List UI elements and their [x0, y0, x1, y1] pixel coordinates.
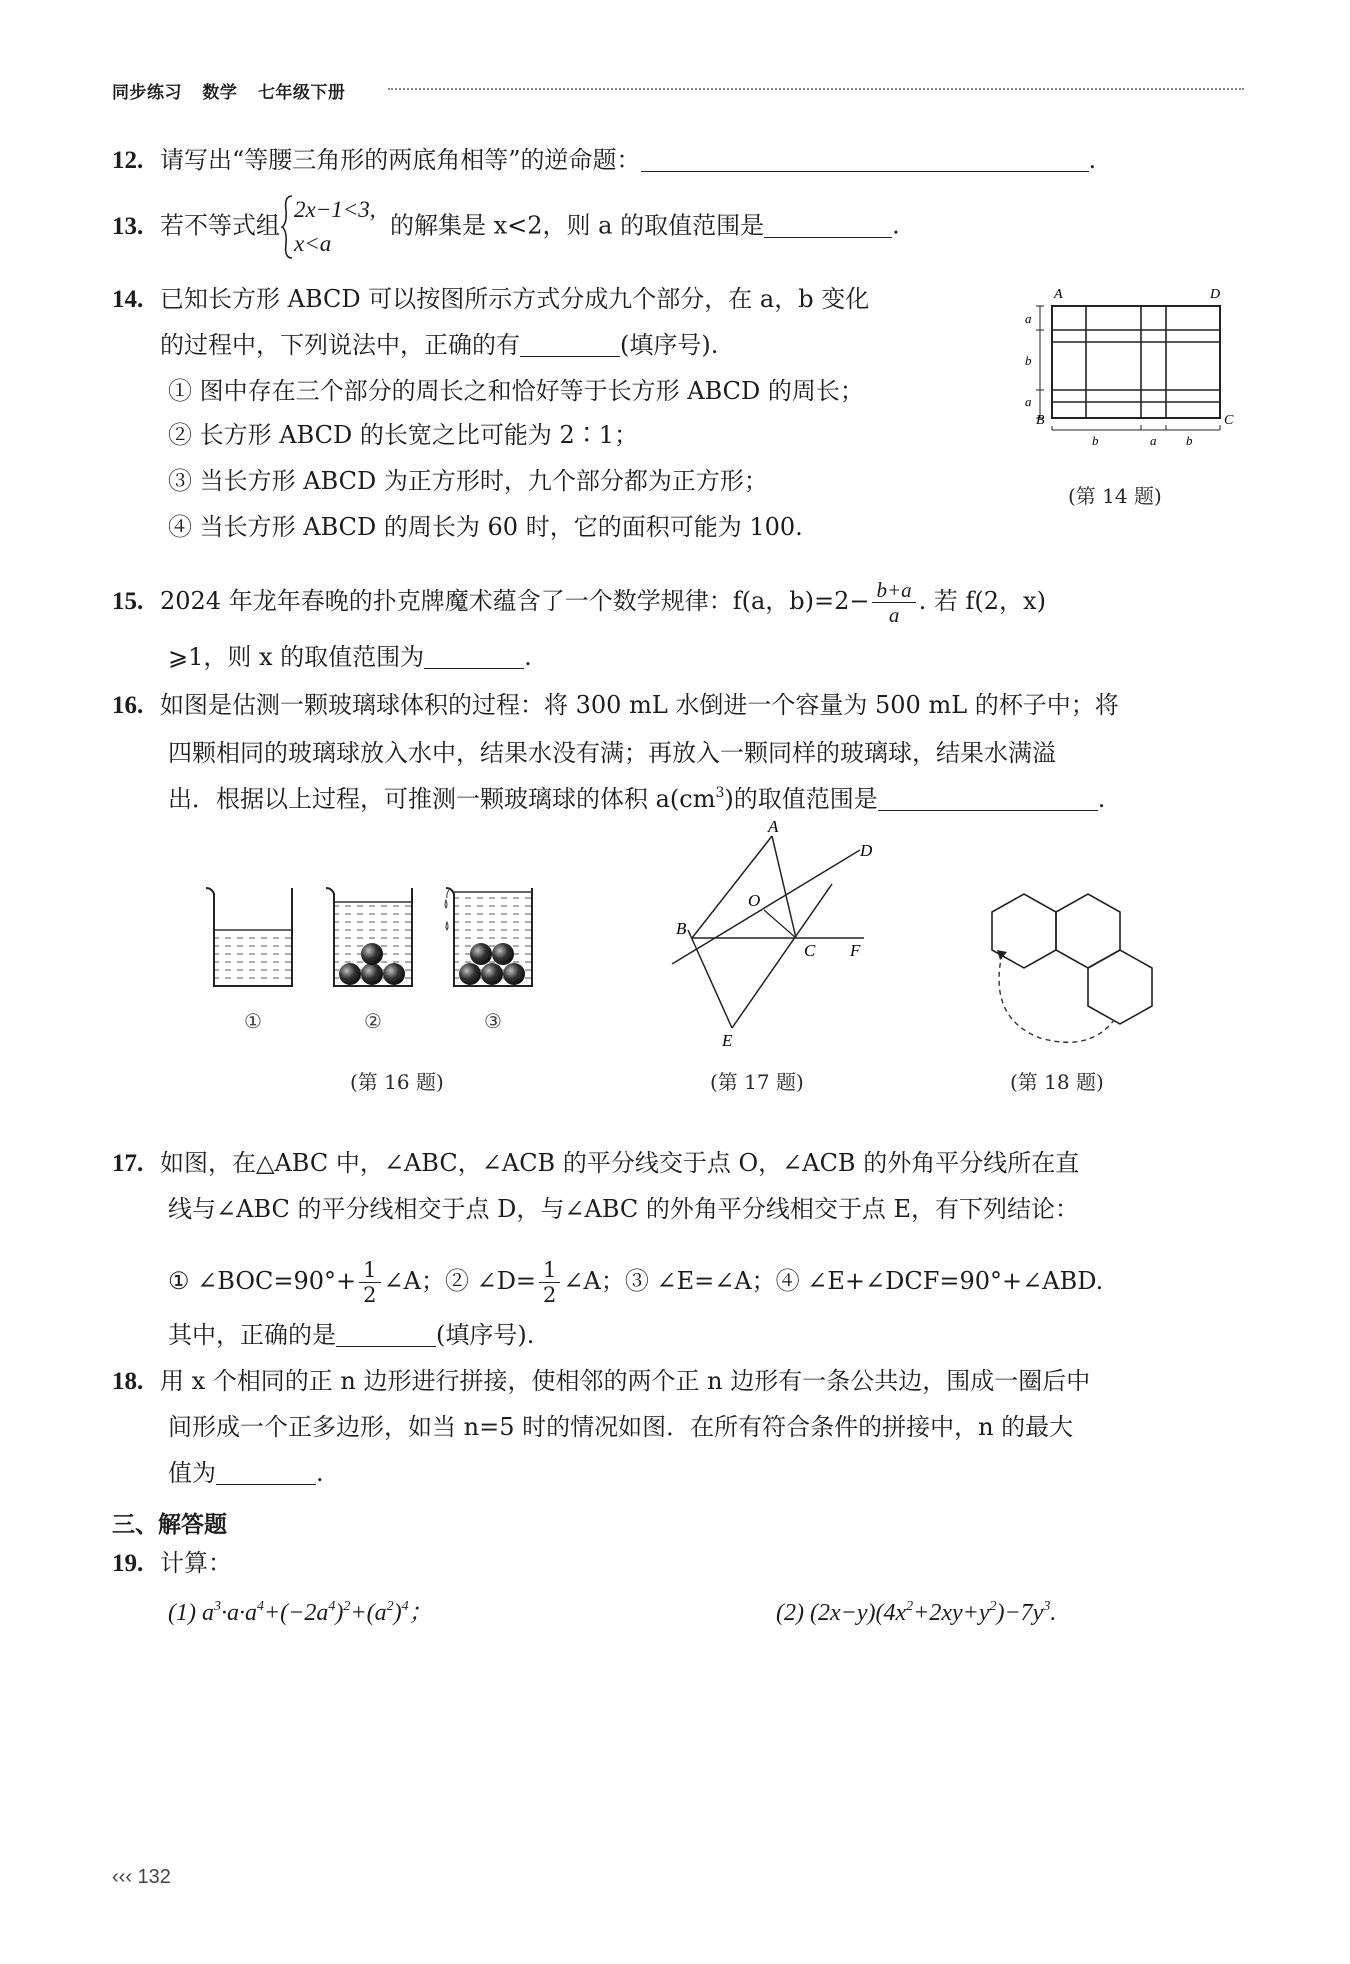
beaker-1	[206, 888, 292, 986]
figure-18	[980, 888, 1160, 1068]
expr: .	[1050, 1600, 1057, 1626]
question-19-part-1	[168, 1596, 433, 1630]
question-text: 计算：	[160, 1549, 232, 1577]
beaker-label-3: ③	[484, 1009, 502, 1033]
question-18-line-2: 间形成一个正多边形，如当 n=5 时的情况如图．在所有符合条件的拼接中，n 的最大	[168, 1413, 1074, 1441]
inequality-2: x<a	[294, 231, 332, 256]
label-C: C	[804, 941, 816, 960]
fraction	[872, 578, 915, 627]
question-19-part-2	[776, 1596, 1056, 1630]
period: .	[892, 211, 900, 240]
question-number: 12.	[112, 147, 144, 174]
period: .	[1088, 146, 1097, 174]
expr: )−7y	[996, 1600, 1044, 1626]
fraction-denominator: 2	[543, 1283, 557, 1307]
header-book: 同步练习	[112, 83, 182, 103]
question-18-line-1	[112, 1364, 1090, 1399]
question-number: 18.	[112, 1368, 144, 1395]
answer-blank[interactable]	[878, 784, 1098, 811]
label-C: C	[1224, 413, 1234, 428]
label-a-left-top: a	[1025, 311, 1032, 326]
figure-14-caption: (第 14 题)	[1068, 484, 1162, 508]
question-14-line-2	[160, 328, 718, 362]
question-text-2: 的解集是 x<2，则 a 的取值范围是	[390, 211, 765, 240]
page-arrows: ‹‹‹	[112, 1866, 132, 1888]
fraction-half	[539, 1258, 560, 1307]
question-number: 17.	[112, 1150, 144, 1177]
label-A: A	[1054, 287, 1063, 302]
question-number: 16.	[112, 692, 144, 719]
question-17-line-2: 线与∠ABC 的平分线相交于点 D，与∠ABC 的外角平分线相交于点 E，有下列结论：	[168, 1195, 1080, 1223]
answer-blank[interactable]	[424, 642, 524, 669]
question-13	[112, 194, 900, 260]
label-O: O	[748, 891, 761, 910]
figure-17	[660, 817, 890, 1052]
exponent: 2	[906, 1599, 914, 1614]
question-16-line-2: 四颗相同的玻璃球放入水中，结果水没有满；再放入一颗同样的玻璃球，结果水满溢	[168, 739, 1056, 767]
figure-16-caption: (第 16 题)	[350, 1070, 444, 1094]
question-15-line-2	[168, 640, 532, 674]
question-number: 15.	[112, 588, 144, 615]
fraction-numerator: 1	[359, 1258, 380, 1283]
figure-18-caption: (第 18 题)	[1010, 1070, 1104, 1094]
question-text: (填序号).	[436, 1321, 535, 1349]
figure-17-caption: (第 17 题)	[710, 1070, 804, 1094]
page-number: 132	[137, 1866, 171, 1888]
question-17-conclusions	[168, 1258, 1103, 1307]
question-text: 如图是估测一颗玻璃球体积的过程：将 300 mL 水倒进一个容量为 500 mL 的杯子中；将	[160, 691, 1119, 719]
question-text: (填序号).	[620, 331, 719, 359]
section-heading: 三、解答题	[112, 1512, 227, 1538]
exponent: 3	[213, 1599, 221, 1614]
exponent: 4	[401, 1599, 409, 1614]
label-A: A	[768, 817, 779, 836]
expr: (2) (2x−y)(4x	[776, 1600, 907, 1626]
question-19	[112, 1546, 232, 1581]
exponent: 4	[256, 1599, 264, 1614]
fraction-numerator: 1	[539, 1258, 560, 1283]
question-text: 请写出“等腰三角形的两底角相等”的逆命题：	[160, 146, 641, 174]
rectangle-grid-diagram	[1010, 280, 1250, 448]
conclusion-text: ∠A；③ ∠E=∠A；④ ∠E+∠DCF=90°+∠ABD.	[563, 1267, 1104, 1295]
pentagon-ring-diagram	[980, 888, 1160, 1068]
beaker-label-1: ①	[244, 1009, 262, 1033]
expr: )	[335, 1600, 344, 1626]
inequality-1: 2x−1<3,	[294, 197, 376, 222]
label-B: B	[676, 919, 687, 938]
expr: (1) a	[168, 1600, 214, 1626]
exponent: 3	[1043, 1599, 1051, 1614]
question-text: . 若 f(2，x)	[918, 587, 1046, 615]
question-number: 13.	[112, 212, 144, 240]
triangle-angle-bisector-diagram	[660, 817, 890, 1052]
header-grade: 七年级下册	[257, 83, 346, 103]
question-number: 19.	[112, 1550, 144, 1577]
question-number: 14.	[112, 286, 144, 313]
question-14-line-1	[112, 282, 869, 317]
fraction-denominator: a	[888, 603, 900, 627]
conclusion-text: ∠A；② ∠D=	[383, 1267, 537, 1295]
question-12	[112, 143, 1096, 178]
running-header	[112, 78, 359, 103]
header-subject: 数学	[202, 83, 238, 103]
question-text: 用 x 个相同的正 n 边形进行拼接，使相邻的两个正 n 边形有一条公共边，围成一圈后中	[160, 1367, 1091, 1395]
question-16-line-3	[168, 782, 1105, 816]
label-D: D	[860, 841, 873, 860]
page-footer	[112, 1866, 171, 1889]
question-text: 其中，正确的是	[168, 1321, 336, 1349]
exponent: 2	[989, 1599, 997, 1614]
expr: +2xy+y	[913, 1600, 990, 1626]
answer-blank[interactable]	[336, 1320, 436, 1347]
label-E: E	[722, 1031, 733, 1050]
beakers-diagram	[200, 870, 560, 1033]
question-text: 已知长方形 ABCD 可以按图所示方式分成九个部分，在 a，b 变化	[160, 285, 870, 313]
figure-14	[1010, 280, 1250, 448]
label-b-bottom-right: b	[1186, 433, 1193, 448]
question-text: 出．根据以上过程，可推测一颗玻璃球的体积 a(cm	[168, 785, 716, 813]
header-rule	[388, 88, 1244, 90]
question-text: 2024 年龙年春晚的扑克牌魔术蕴含了一个数学规律：f(a，b)=2−	[160, 587, 870, 615]
question-17-line-4	[168, 1318, 534, 1352]
question-text: 如图，在△ABC 中，∠ABC，∠ACB 的平分线交于点 O，∠ACB 的外角平分线所在直	[160, 1149, 1080, 1177]
expr: +(−2a	[263, 1600, 329, 1626]
label-a-left-bottom: a	[1025, 394, 1032, 409]
period: .	[1097, 785, 1106, 813]
exponent: 4	[328, 1599, 336, 1614]
question-text: ⩾1，则 x 的取值范围为	[168, 643, 425, 671]
exponent: 2	[343, 1599, 351, 1614]
fraction-numerator: b+a	[872, 578, 915, 603]
beaker-label-2: ②	[364, 1009, 382, 1033]
fraction-denominator: 2	[363, 1283, 377, 1307]
question-text: 值为	[168, 1459, 216, 1487]
answer-blank[interactable]	[764, 211, 892, 238]
expr: +(a	[350, 1600, 387, 1626]
label-b-left: b	[1025, 353, 1032, 368]
answer-blank[interactable]	[520, 330, 620, 357]
answer-blank[interactable]	[641, 145, 1089, 172]
option-2: ② 长方形 ABCD 的长宽之比可能为 2∶1；	[168, 421, 639, 449]
beaker-3	[445, 888, 532, 986]
period: .	[316, 1459, 324, 1487]
question-text: )的取值范围是	[724, 785, 878, 813]
expr: ；	[408, 1600, 433, 1626]
question-17-line-1	[112, 1146, 1079, 1181]
question-15-line-1	[112, 578, 1046, 627]
figure-16	[200, 870, 560, 1033]
conclusion-text: ① ∠BOC=90°+	[168, 1267, 357, 1295]
option-1: ① 图中存在三个部分的周长之和恰好等于长方形 ABCD 的周长；	[168, 377, 864, 405]
exponent: 2	[386, 1599, 394, 1614]
question-text: 若不等式组	[160, 211, 280, 240]
option-4: ④ 当长方形 ABCD 的周长为 60 时，它的面积可能为 100.	[168, 513, 803, 541]
label-F: F	[850, 941, 861, 960]
fraction-half	[359, 1258, 380, 1307]
label-B: B	[1036, 413, 1045, 428]
expr: ·a·a	[220, 1600, 257, 1626]
superscript: 3	[715, 785, 725, 801]
beaker-2	[326, 888, 412, 986]
label-D: D	[1210, 287, 1221, 302]
inequality-system	[280, 194, 390, 260]
answer-blank[interactable]	[216, 1458, 316, 1485]
label-b-bottom-left: b	[1092, 433, 1099, 448]
question-18-line-3	[168, 1456, 324, 1490]
question-16-line-1	[112, 688, 1119, 723]
option-3: ③ 当长方形 ABCD 为正方形时，九个部分都为正方形；	[168, 467, 768, 495]
question-text: 的过程中，下列说法中，正确的有	[160, 331, 520, 359]
period: .	[524, 643, 532, 671]
label-a-bottom: a	[1150, 433, 1157, 448]
expr: )	[393, 1600, 402, 1626]
